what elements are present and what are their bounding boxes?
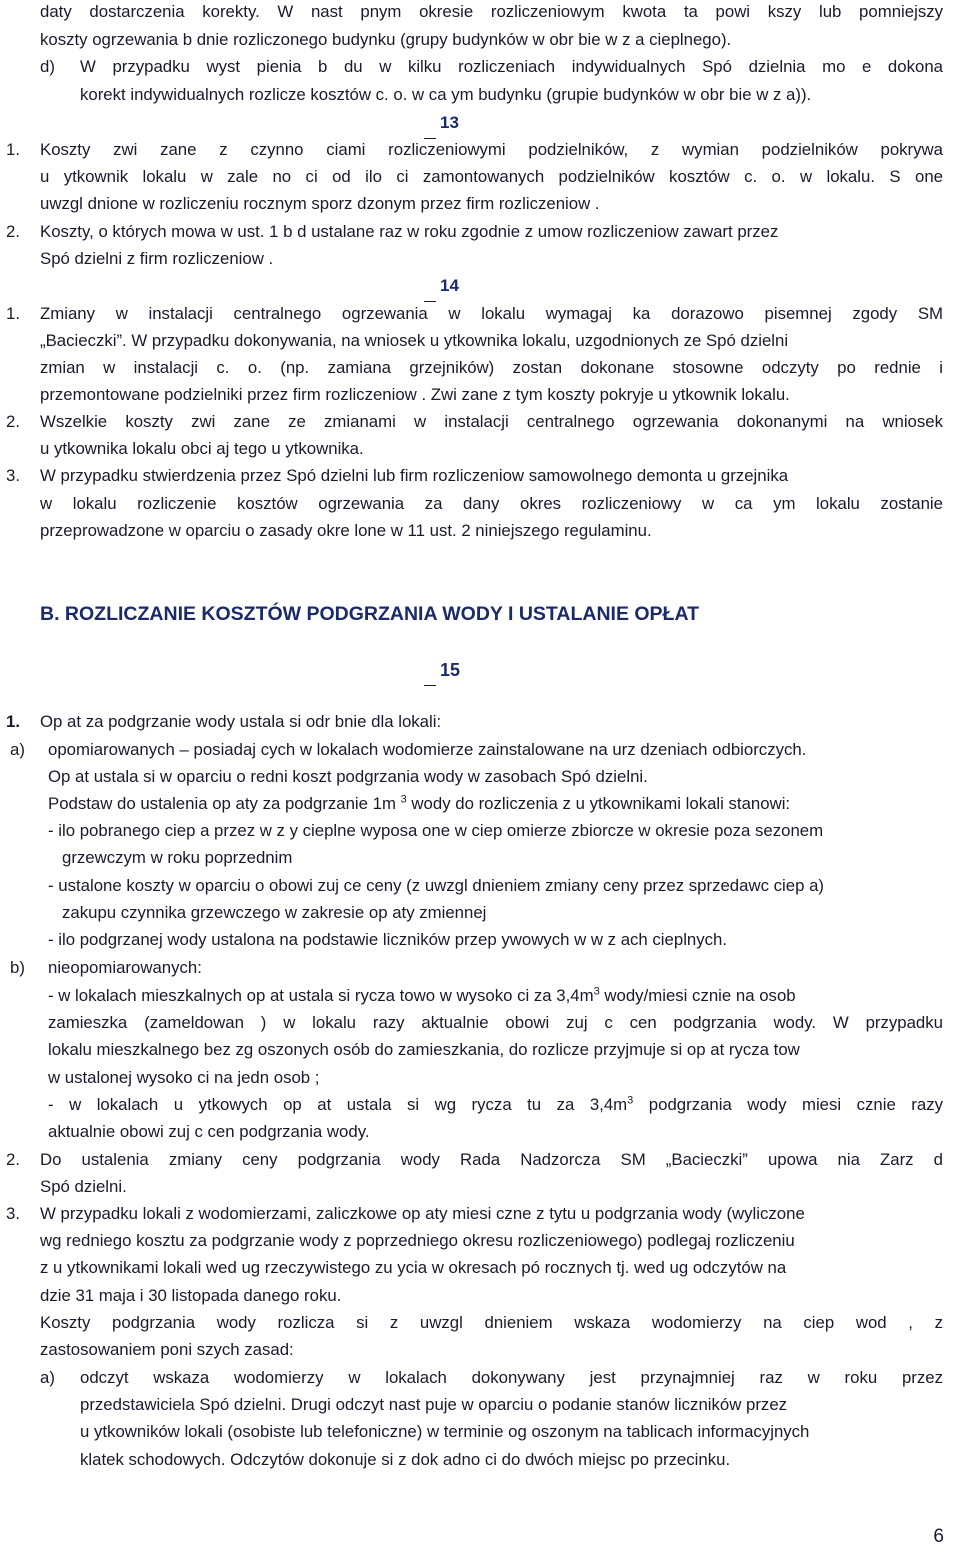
list-number: 1. bbox=[6, 140, 20, 159]
section-mark bbox=[424, 138, 436, 139]
text-line: przedstawiciela Spó dzielni. Drugi odczyt nast puje w oparciu o podanie stanów liczników przez bbox=[80, 1395, 788, 1414]
text-line: dzie 31 maja i 30 listopada danego roku. bbox=[40, 1286, 342, 1305]
text-line: w lokalu rozliczenie kosztów ogrzewania za dany okres rozliczeniowy w ca ym lokalu zostanie bbox=[40, 494, 943, 513]
text-line: aktualnie obowi zuj c cen podgrzania wody. bbox=[48, 1122, 370, 1141]
text-line: Zmiany w instalacji centralnego ogrzewania w lokalu wymagaj ka dorazowo pisemnej zgody SM bbox=[40, 304, 943, 323]
list-marker: a) bbox=[10, 740, 25, 759]
text-line: zmian w instalacji c. o. (np. zamiana grzejników) zostan dokonane stosowne odczyty po rednie i bbox=[40, 358, 943, 377]
list-number: 1. bbox=[6, 304, 20, 323]
text-line: W przypadku stwierdzenia przez Spó dzielni lub firm rozliczeniow samowolnego demonta u grzejnika bbox=[40, 466, 789, 485]
text-line: Op at za podgrzanie wody ustala si odr bnie dla lokali: bbox=[40, 712, 442, 731]
text-line: nieopomiarowanych: bbox=[48, 958, 202, 977]
text-line: daty dostarczenia korekty. W nast pnym okresie rozliczeniowym kwota ta powi kszy lub pomniejszy bbox=[40, 2, 943, 21]
text-line: Wszelkie koszty zwi zane ze zmianami w instalacji centralnego ogrzewania dokonanymi na wniosek bbox=[40, 412, 943, 431]
text-line: klatek schodowych. Odczytów dokonuje si z dok adno ci do dwóch miejsc po przecinku. bbox=[80, 1450, 731, 1469]
text-line: Spó dzielni. bbox=[40, 1177, 127, 1196]
text-line: wg redniego kosztu za podgrzanie wody z poprzedniego okresu rozliczeniowego) podlegaj rozliczeniu bbox=[40, 1231, 795, 1250]
text-line: u ytkownika lokalu obci aj tego u ytkownika. bbox=[40, 439, 364, 458]
text-line: opomiarowanych – posiadaj cych w lokalach wodomierze zainstalowane na urz dzeniach odbiorczych. bbox=[48, 740, 807, 759]
text-line: przemontowane podzielniki przez firm rozliczeniow . Zwi zane z tym koszty pokryje u ytkownik lokalu. bbox=[40, 385, 790, 404]
text-line: koszty ogrzewania b dnie rozliczonego budynku (grupy budynków w obr bie w z a cieplnego). bbox=[40, 30, 732, 49]
text-line: W przypadku lokali z wodomierzami, zaliczkowe op aty miesi czne z tytu u podgrzania wody (wyliczone bbox=[40, 1204, 805, 1223]
text-line: z u ytkownikami lokali wed ug rzeczywistego zu ycia w okresach pó rocznych tj. wed ug odczytów na bbox=[40, 1258, 787, 1277]
list-marker: d) bbox=[40, 57, 55, 76]
text-line: Koszty, o których mowa w ust. 1 b d ustalane raz w roku zgodnie z umow rozliczeniow zawart przez bbox=[40, 222, 779, 241]
section-13-title: 13 bbox=[424, 113, 459, 133]
text-line: grzewczym w roku poprzednim bbox=[62, 848, 293, 867]
text-line: zastosowaniem poni szych zasad: bbox=[40, 1340, 294, 1359]
list-marker: a) bbox=[40, 1368, 55, 1387]
text-line: zakupu czynnika grzewczego w zakresie op aty zmiennej bbox=[62, 903, 487, 922]
list-number: 2. bbox=[6, 222, 20, 241]
text-line: - ilo podgrzanej wody ustalona na podstawie liczników przep ywowych w w z ach cieplnych. bbox=[48, 930, 728, 949]
text-line: Spó dzielni z firm rozliczeniow . bbox=[40, 249, 274, 268]
text-line: zamieszka (zameldowan ) w lokalu razy aktualnie obowi zuj c cen podgrzania wody. W przypadku bbox=[48, 1013, 943, 1032]
list-number: 1. bbox=[6, 712, 20, 731]
text-line: Do ustalenia zmiany ceny podgrzania wody Rada Nadzorcza SM „Bacieczki” upowa nia Zarz d bbox=[40, 1150, 943, 1169]
list-number: 3. bbox=[6, 1204, 20, 1223]
text-line: w ustalonej wysoko ci na jedn osob ; bbox=[48, 1068, 320, 1087]
text-line: „Bacieczki”. W przypadku dokonywania, na wniosek u ytkownika lokalu, uzgodnionych ze Spó dzielni bbox=[40, 331, 789, 350]
text-line: Podstaw do ustalenia op aty za podgrzanie 1m $^3$ wody do rozliczenia z u ytkownikami lokali stanowi: bbox=[48, 793, 791, 813]
section-mark bbox=[424, 685, 436, 686]
text-line: - w lokalach mieszkalnych op at ustala si rycza towo w wysoko ci za $3,4m^3$ wody/miesi cznie na osob bbox=[48, 985, 796, 1005]
list-number: 3. bbox=[6, 466, 20, 485]
text-line: Koszty podgrzania wody rozlicza si z uwzgl dnieniem wskaza wodomierzy na ciep wod , z bbox=[40, 1313, 943, 1332]
text-line: przeprowadzone w oparciu o zasady okre lone w 11 ust. 2 niniejszego regulaminu. bbox=[40, 521, 652, 540]
section-14-title: 14 bbox=[424, 276, 459, 296]
text-line: odczyt wskaza wodomierzy w lokalach dokonywany jest przynajmniej raz w roku przez bbox=[80, 1368, 943, 1387]
text-line: korekt indywidualnych rozlicze kosztów c. o. w ca ym budynku (grupie budynków w obr bie w z a)). bbox=[80, 85, 812, 104]
text-line: Op at ustala si w oparciu o redni koszt podgrzania wody w zasobach Spó dzielni. bbox=[48, 767, 648, 786]
text-line: u ytkowników lokali (osobiste lub telefoniczne) w terminie og oszonym na tablicach informacyjnych bbox=[80, 1422, 810, 1441]
text-line: lokalu mieszkalnego bez zg oszonych osób do zamieszkania, do rozlicze przyjmuje si op at rycza tow bbox=[48, 1040, 800, 1059]
text-line: W przypadku wyst pienia b du w kilku rozliczeniach indywidualnych Spó dzielnia mo e dokona bbox=[80, 57, 943, 76]
section-15-title: 15 bbox=[424, 660, 460, 680]
section-mark bbox=[424, 301, 436, 302]
text-line: - ilo pobranego ciep a przez w z y cieplne wyposa one w ciep omierze zbiorcze w okresie poza sezonem bbox=[48, 821, 824, 840]
text-line: uwzgl dnione w rozliczeniu rocznym sporz dzonym przez firm rozliczeniow . bbox=[40, 194, 600, 213]
list-marker: b) bbox=[10, 958, 25, 977]
text-line: u ytkownik lokalu w zale no ci od ilo ci zamontowanych podzielników kosztów c. o. w lokalu. S one bbox=[40, 167, 943, 186]
list-number: 2. bbox=[6, 412, 20, 431]
text-line: - w lokalach u ytkowych op at ustala si wg rycza tu za $3,4m^3$ podgrzania wody miesi cznie razy bbox=[48, 1094, 943, 1114]
list-number: 2. bbox=[6, 1150, 20, 1169]
text-line: - ustalone koszty w oparciu o obowi zuj ce ceny (z uwzgl dnieniem zmiany ceny przez sprzedawc ciep a) bbox=[48, 876, 825, 895]
page-number: 6 bbox=[933, 1526, 944, 1547]
part-b-heading: B. ROZLICZANIE KOSZTÓW PODGRZANIA WODY I USTALANIE OPŁAT bbox=[40, 603, 700, 625]
text-line: Koszty zwi zane z czynno ciami rozliczeniowymi podzielników, z wymian podzielników pokrywa bbox=[40, 140, 943, 159]
